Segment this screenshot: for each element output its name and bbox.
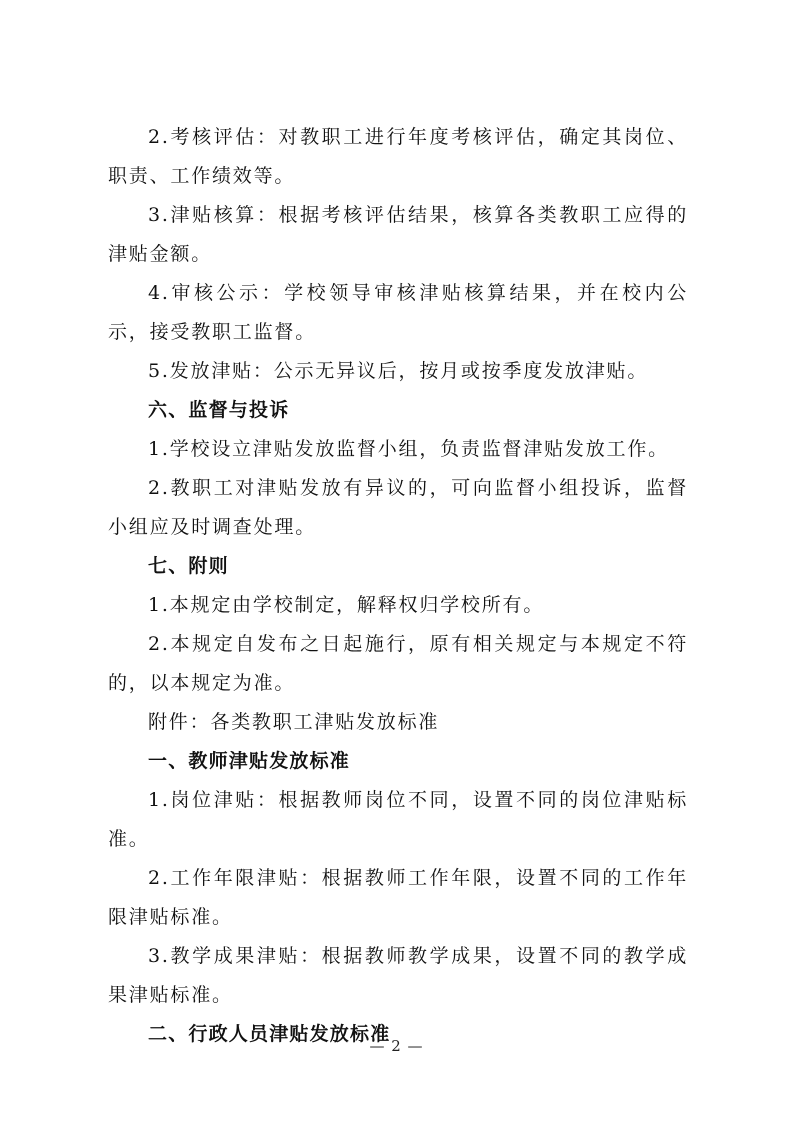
attachment-title: 附件：各类教职工津贴发放标准: [148, 711, 440, 733]
paragraph-teaching-achievement-allowance: 3.教学成果津贴：根据教师教学成果，设置不同的教学成果津贴标准。: [108, 945, 688, 1006]
paragraph-allowance-calculation: 3.津贴核算：根据考核评估结果，核算各类教职工应得的津贴金额。: [108, 204, 688, 265]
paragraph-payment: 5.发放津贴：公示无异议后，按月或按季度发放津贴。: [148, 360, 649, 382]
section-heading-teacher-standards: 一、教师津贴发放标准: [148, 750, 351, 772]
paragraph-interpretation: 1.本规定由学校制定，解释权归学校所有。: [148, 594, 545, 616]
paragraph-complaints: 2.教职工对津贴发放有异议的，可向监督小组投诉，监督小组应及时调查处理。: [108, 477, 688, 538]
paragraph-post-allowance: 1.岗位津贴：根据教师岗位不同，设置不同的岗位津贴标准。: [108, 789, 688, 850]
paragraph-supervision-group: 1.学校设立津贴发放监督小组，负责监督津贴发放工作。: [148, 438, 669, 460]
paragraph-seniority-allowance: 2.工作年限津贴：根据教师工作年限，设置不同的工作年限津贴标准。: [108, 867, 688, 928]
paragraph-effective-date: 2.本规定自发布之日起施行，原有相关规定与本规定不符的，以本规定为准。: [108, 633, 688, 694]
section-heading-admin-standards: 二、行政人员津贴发放标准: [148, 1023, 391, 1045]
document-body: [108, 118, 688, 1054]
section-heading-supervision: 六、监督与投诉: [148, 399, 290, 421]
section-heading-supplementary: 七、附则: [148, 555, 229, 577]
page-number: — 2 —: [369, 1037, 424, 1055]
paragraph-assessment: 2.考核评估：对教职工进行年度考核评估，确定其岗位、职责、工作绩效等。: [108, 126, 688, 187]
paragraph-review-publicity: 4.审核公示：学校领导审核津贴核算结果，并在校内公示，接受教职工监督。: [108, 282, 688, 343]
